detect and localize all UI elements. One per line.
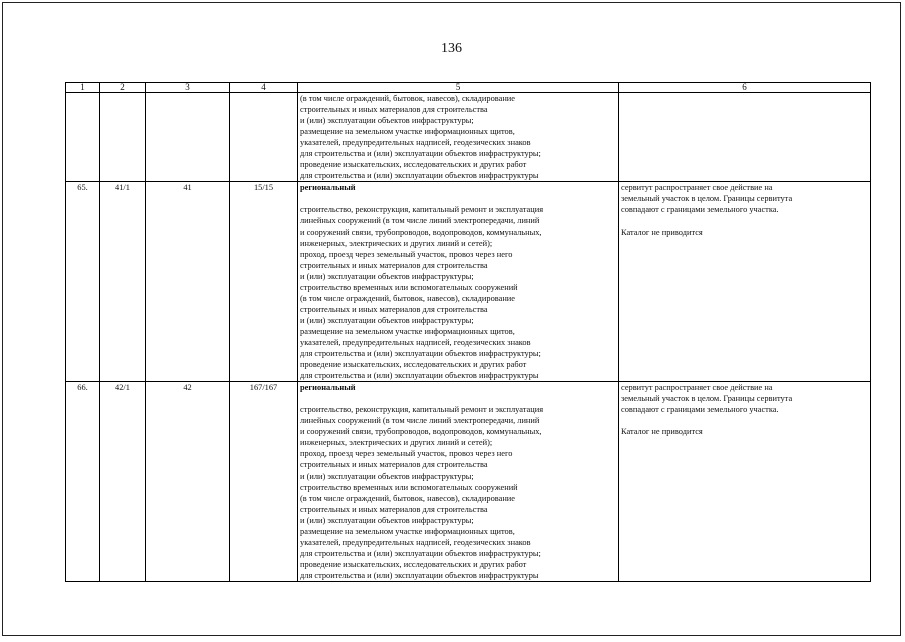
- category-label: региональный: [300, 183, 356, 193]
- note-line: земельный участок в целом. Границы сервитута: [621, 394, 793, 404]
- table-row: [66, 382, 871, 582]
- purpose-line: указателей, предупредительных надписей, геодезических знаков: [300, 537, 531, 547]
- purpose-line: строительство временных или вспомогательных сооружений: [300, 282, 518, 292]
- cadastral-number: 42: [146, 382, 230, 582]
- purpose-line: размещение на земельном участке информационных щитов,: [300, 526, 515, 536]
- purpose-cell: [298, 382, 619, 582]
- cadastral-subnumber: 42/1: [100, 382, 146, 582]
- purpose-line: строительных и иных материалов для строительства: [300, 504, 488, 514]
- purpose-line: и сооружений связи, трубопроводов, водопроводов, коммунальных,: [300, 227, 542, 237]
- purpose-line: проведение изыскательских, исследовательских и других работ: [300, 160, 527, 170]
- area-value: 167/167: [230, 382, 298, 582]
- table-row-continuation: [66, 93, 871, 182]
- purpose-line: линейных сооружений (в том числе линий электропередачи, линий: [300, 416, 540, 426]
- purpose-line: и (или) эксплуатации объектов инфраструктуры;: [300, 471, 474, 481]
- purpose-line: строительство временных или вспомогательных сооружений: [300, 482, 518, 492]
- spacer: [621, 216, 868, 227]
- note-cell: [619, 382, 871, 582]
- cell-empty: [230, 93, 298, 182]
- purpose-line: (в том числе ограждений, бытовок, навесов), складирование: [300, 293, 516, 303]
- note-line: сервитут распространяет свое действие на: [621, 383, 773, 393]
- purpose-line: строительных и иных материалов для строительства: [300, 260, 488, 270]
- purpose-line: проход, проезд через земельный участок, провоз через него: [300, 449, 513, 459]
- category-label: региональный: [300, 383, 356, 393]
- purpose-line: для строительства и (или) эксплуатации объектов инфраструктуры;: [300, 349, 541, 359]
- purpose-line: проход, проезд через земельный участок, провоз через него: [300, 249, 513, 259]
- area-value: 15/15: [230, 182, 298, 382]
- purpose-cell: [298, 93, 619, 182]
- cadastral-subnumber: 41/1: [100, 182, 146, 382]
- spacer: [621, 415, 868, 426]
- servitude-table: [65, 82, 871, 582]
- catalog-note: Каталог не приводится: [621, 427, 703, 437]
- purpose-line: для строительства и (или) эксплуатации объектов инфраструктуры;: [300, 149, 541, 159]
- cadastral-number: 41: [146, 182, 230, 382]
- purpose-line: указателей, предупредительных надписей, геодезических знаков: [300, 337, 531, 347]
- page-number: 136: [441, 41, 462, 56]
- purpose-line: для строительства и (или) эксплуатации объектов инфраструктуры: [300, 171, 539, 181]
- cell-empty: [66, 93, 100, 182]
- note-cell: [619, 93, 871, 182]
- purpose-line: строительство, реконструкция, капитальный ремонт и эксплуатация: [300, 205, 544, 215]
- purpose-line: и (или) эксплуатации объектов инфраструктуры;: [300, 315, 474, 325]
- purpose-line: и (или) эксплуатации объектов инфраструктуры;: [300, 271, 474, 281]
- note-cell: [619, 182, 871, 382]
- note-line: земельный участок в целом. Границы сервитута: [621, 194, 793, 204]
- purpose-line: и сооружений связи, трубопроводов, водопроводов, коммунальных,: [300, 427, 542, 437]
- spacer: [300, 193, 616, 204]
- purpose-line: для строительства и (или) эксплуатации объектов инфраструктуры: [300, 371, 539, 381]
- purpose-line: (в том числе ограждений, бытовок, навесов), складирование: [300, 94, 516, 103]
- purpose-line: проведение изыскательских, исследовательских и других работ: [300, 360, 527, 370]
- purpose-line: строительных и иных материалов для строительства: [300, 304, 488, 314]
- purpose-line: (в том числе ограждений, бытовок, навесов), складирование: [300, 493, 516, 503]
- purpose-line: для строительства и (или) эксплуатации объектов инфраструктуры;: [300, 548, 541, 558]
- purpose-line: проведение изыскательских, исследовательских и других работ: [300, 559, 527, 569]
- cell-empty: [100, 93, 146, 182]
- purpose-line: строительных и иных материалов для строительства: [300, 460, 488, 470]
- purpose-line: линейных сооружений (в том числе линий электропередачи, линий: [300, 216, 540, 226]
- purpose-cell: [298, 182, 619, 382]
- purpose-line: и (или) эксплуатации объектов инфраструктуры;: [300, 116, 474, 126]
- purpose-line: указателей, предупредительных надписей, геодезических знаков: [300, 138, 531, 148]
- column-header-1: 1: [66, 83, 100, 93]
- column-header-5: 5: [298, 83, 619, 93]
- purpose-line: инженерных, электрических и других линий и сетей);: [300, 238, 493, 248]
- header-row: [66, 83, 871, 93]
- table-row: [66, 182, 871, 382]
- column-header-2: 2: [100, 83, 146, 93]
- note-line: совпадают с границами земельного участка.: [621, 405, 779, 415]
- note-line: совпадают с границами земельного участка.: [621, 205, 779, 215]
- purpose-line: размещение на земельном участке информационных щитов,: [300, 127, 515, 137]
- column-header-4: 4: [230, 83, 298, 93]
- note-line: сервитут распространяет свое действие на: [621, 183, 773, 193]
- purpose-line: и (или) эксплуатации объектов инфраструктуры;: [300, 515, 474, 525]
- purpose-line: строительство, реконструкция, капитальный ремонт и эксплуатация: [300, 405, 544, 415]
- catalog-note: Каталог не приводится: [621, 227, 703, 237]
- purpose-line: для строительства и (или) эксплуатации объектов инфраструктуры: [300, 570, 539, 580]
- purpose-line: размещение на земельном участке информационных щитов,: [300, 326, 515, 336]
- cell-empty: [146, 93, 230, 182]
- purpose-line: строительных и иных материалов для строительства: [300, 105, 488, 115]
- row-number: 65.: [66, 182, 100, 382]
- row-number: 66.: [66, 382, 100, 582]
- document-page: [2, 2, 901, 636]
- column-header-6: 6: [619, 83, 871, 93]
- column-header-3: 3: [146, 83, 230, 93]
- purpose-line: инженерных, электрических и других линий и сетей);: [300, 438, 493, 448]
- spacer: [300, 393, 616, 404]
